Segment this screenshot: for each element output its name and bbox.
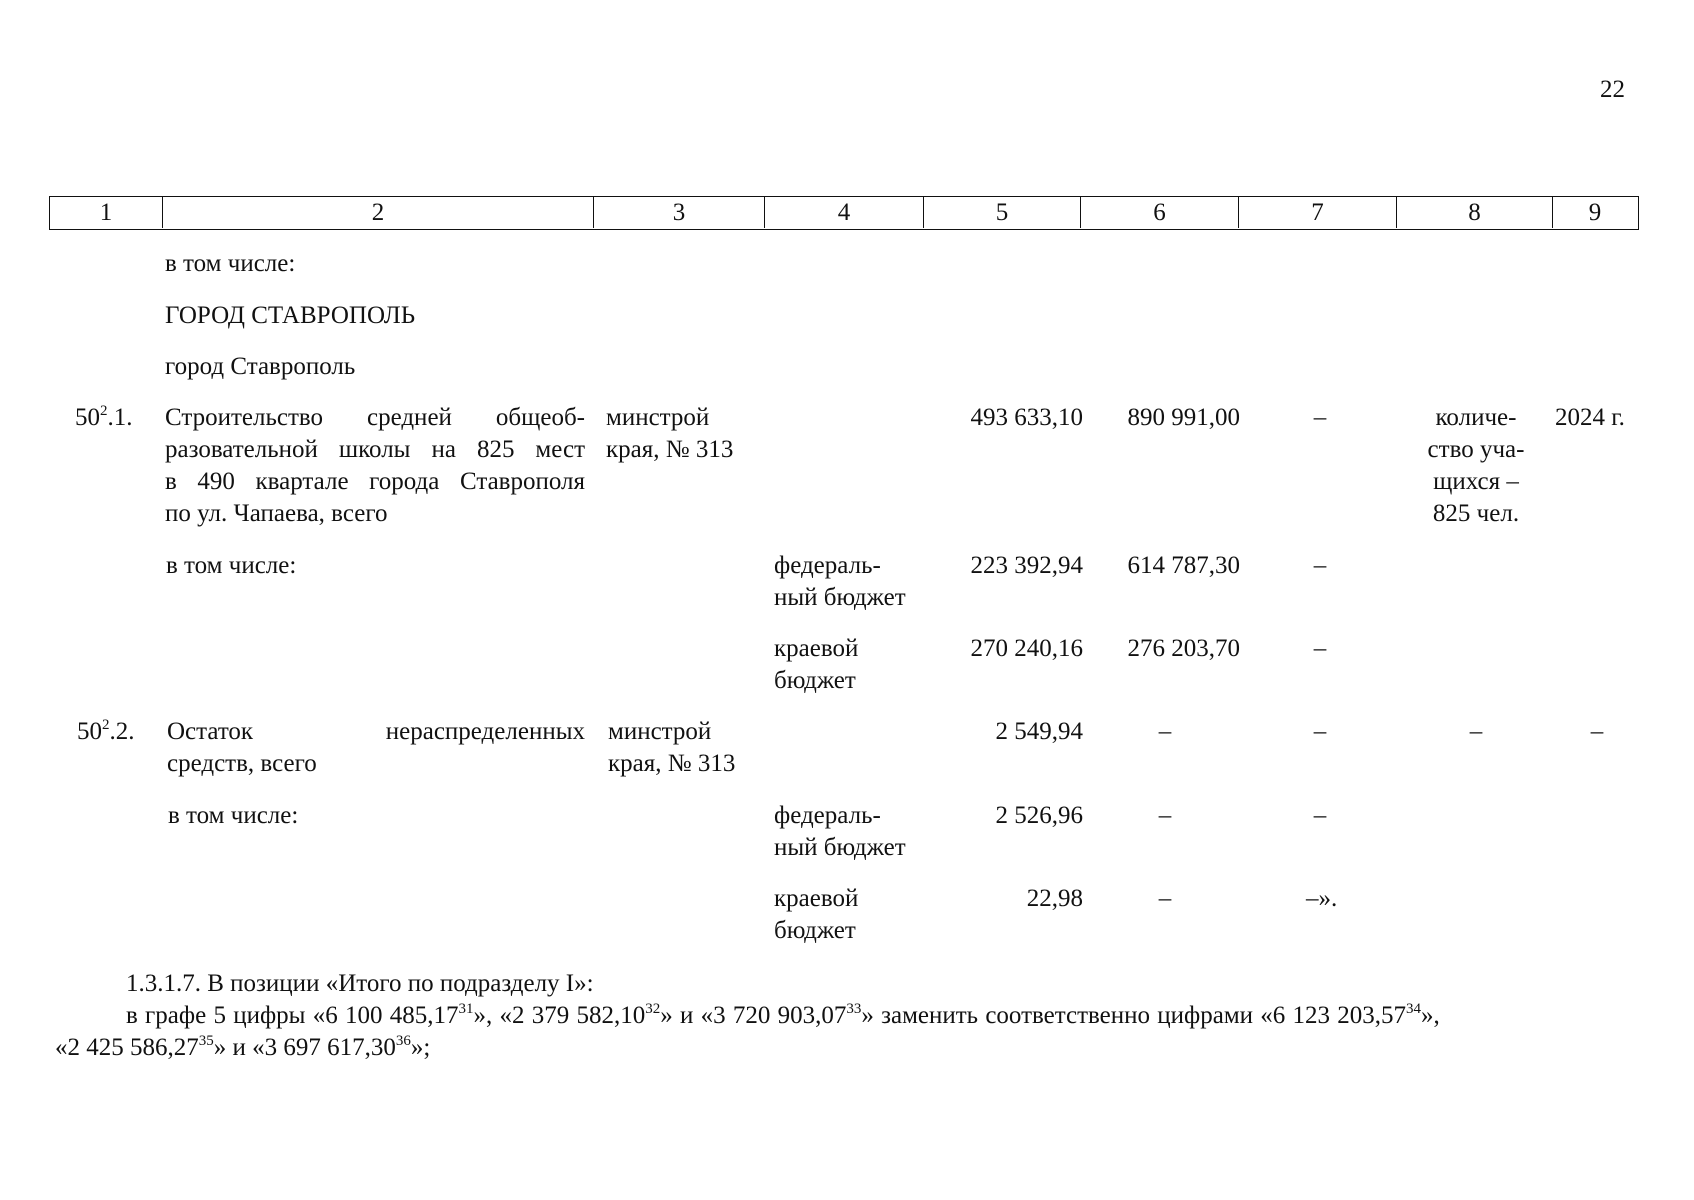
customer-line: края, № 313 [608,750,736,777]
col7-value: – [1313,635,1327,662]
customer-line: минстрой [608,718,712,745]
col5-value: 223 392,94 [970,552,1083,579]
object-name-line: разовательной школы на 825 мест [165,436,585,463]
table-header-row [49,196,1639,230]
header-col-8: 8 [1397,197,1553,228]
paragraph-line: в графе 5 цифры «6 100 485,17$^{31}$», «2 379 582,10$^{32}$» и «3 720 903,07$^{33}$» заменить соответственно цифрами «6 123 203,57$^{34}$», [126,1000,1440,1029]
header-col-4: 4 [765,197,924,228]
col6-value: 276 203,70 [1127,635,1240,662]
customer-line: минстрой [606,404,710,431]
header-col-5: 5 [924,197,1081,228]
col7-value: – [1313,404,1327,431]
col6-value: – [1158,885,1172,912]
funding-source-line: бюджет [774,917,856,944]
object-name-line: Строительство средней общеоб- [165,404,585,431]
header-col-9: 9 [1588,199,1602,226]
page-number: 22 [1600,76,1625,103]
section-incl-label: в том числе: [165,250,296,277]
paragraph-line: «2 425 586,27$^{35}$» и «3 697 617,30$^{36}$»; [55,1032,431,1061]
col7-value: –». [1306,885,1338,912]
col7-value: – [1313,552,1327,579]
row-number: $50^2.1$. [75,402,133,431]
object-name-line: средств, всего [167,750,317,777]
object-name-line: по ул. Чапаева, всего [165,500,388,527]
customer-line: края, № 313 [606,436,734,463]
col8-line: 825 чел. [1432,500,1520,527]
funding-source-line: бюджет [774,667,856,694]
col5-value: 493 633,10 [970,404,1083,431]
col7-value: – [1313,718,1327,745]
header-col-1: 1 [50,197,163,228]
col5-value: 270 240,16 [970,635,1083,662]
col9-value: – [1590,718,1604,745]
funding-source-line: краевой [774,635,859,662]
col6-value: – [1158,802,1172,829]
incl-label: в том числе: [168,802,299,829]
col7-value: – [1313,802,1327,829]
col6-value: – [1158,718,1172,745]
header-col-7: 7 [1239,197,1397,228]
col8-value: – [1469,718,1483,745]
object-name-line: Остаток нераспределенных [167,718,585,745]
object-name-line: в 490 квартале города Ставрополя [165,468,585,495]
col9-value: 2024 г. [1555,404,1625,431]
header-col-3: 3 [594,197,765,228]
funding-source-line: федераль- [774,552,881,579]
region-heading: ГОРОД СТАВРОПОЛЬ [165,302,416,329]
paragraph-heading: 1.3.1.7. В позиции «Итого по подразделу I»: [126,970,594,997]
incl-label: в том числе: [166,552,297,579]
col5-value: 2 526,96 [995,802,1083,829]
funding-source-line: краевой [774,885,859,912]
row-number: $50^2.2$. [77,716,135,745]
col6-value: 614 787,30 [1127,552,1240,579]
col6-value: 890 991,00 [1127,404,1240,431]
col5-value: 2 549,94 [995,718,1083,745]
funding-source-line: федераль- [774,802,881,829]
header-col-6: 6 [1081,197,1239,228]
col8-line: количе- [1435,404,1517,431]
city-heading: город Ставрополь [165,353,356,380]
header-col-2: 2 [163,197,594,228]
col8-line: щихся – [1433,468,1519,495]
col5-value: 22,98 [1026,885,1083,912]
funding-source-line: ный бюджет [774,584,906,611]
col8-line: ство уча- [1427,436,1525,463]
funding-source-line: ный бюджет [774,834,906,861]
